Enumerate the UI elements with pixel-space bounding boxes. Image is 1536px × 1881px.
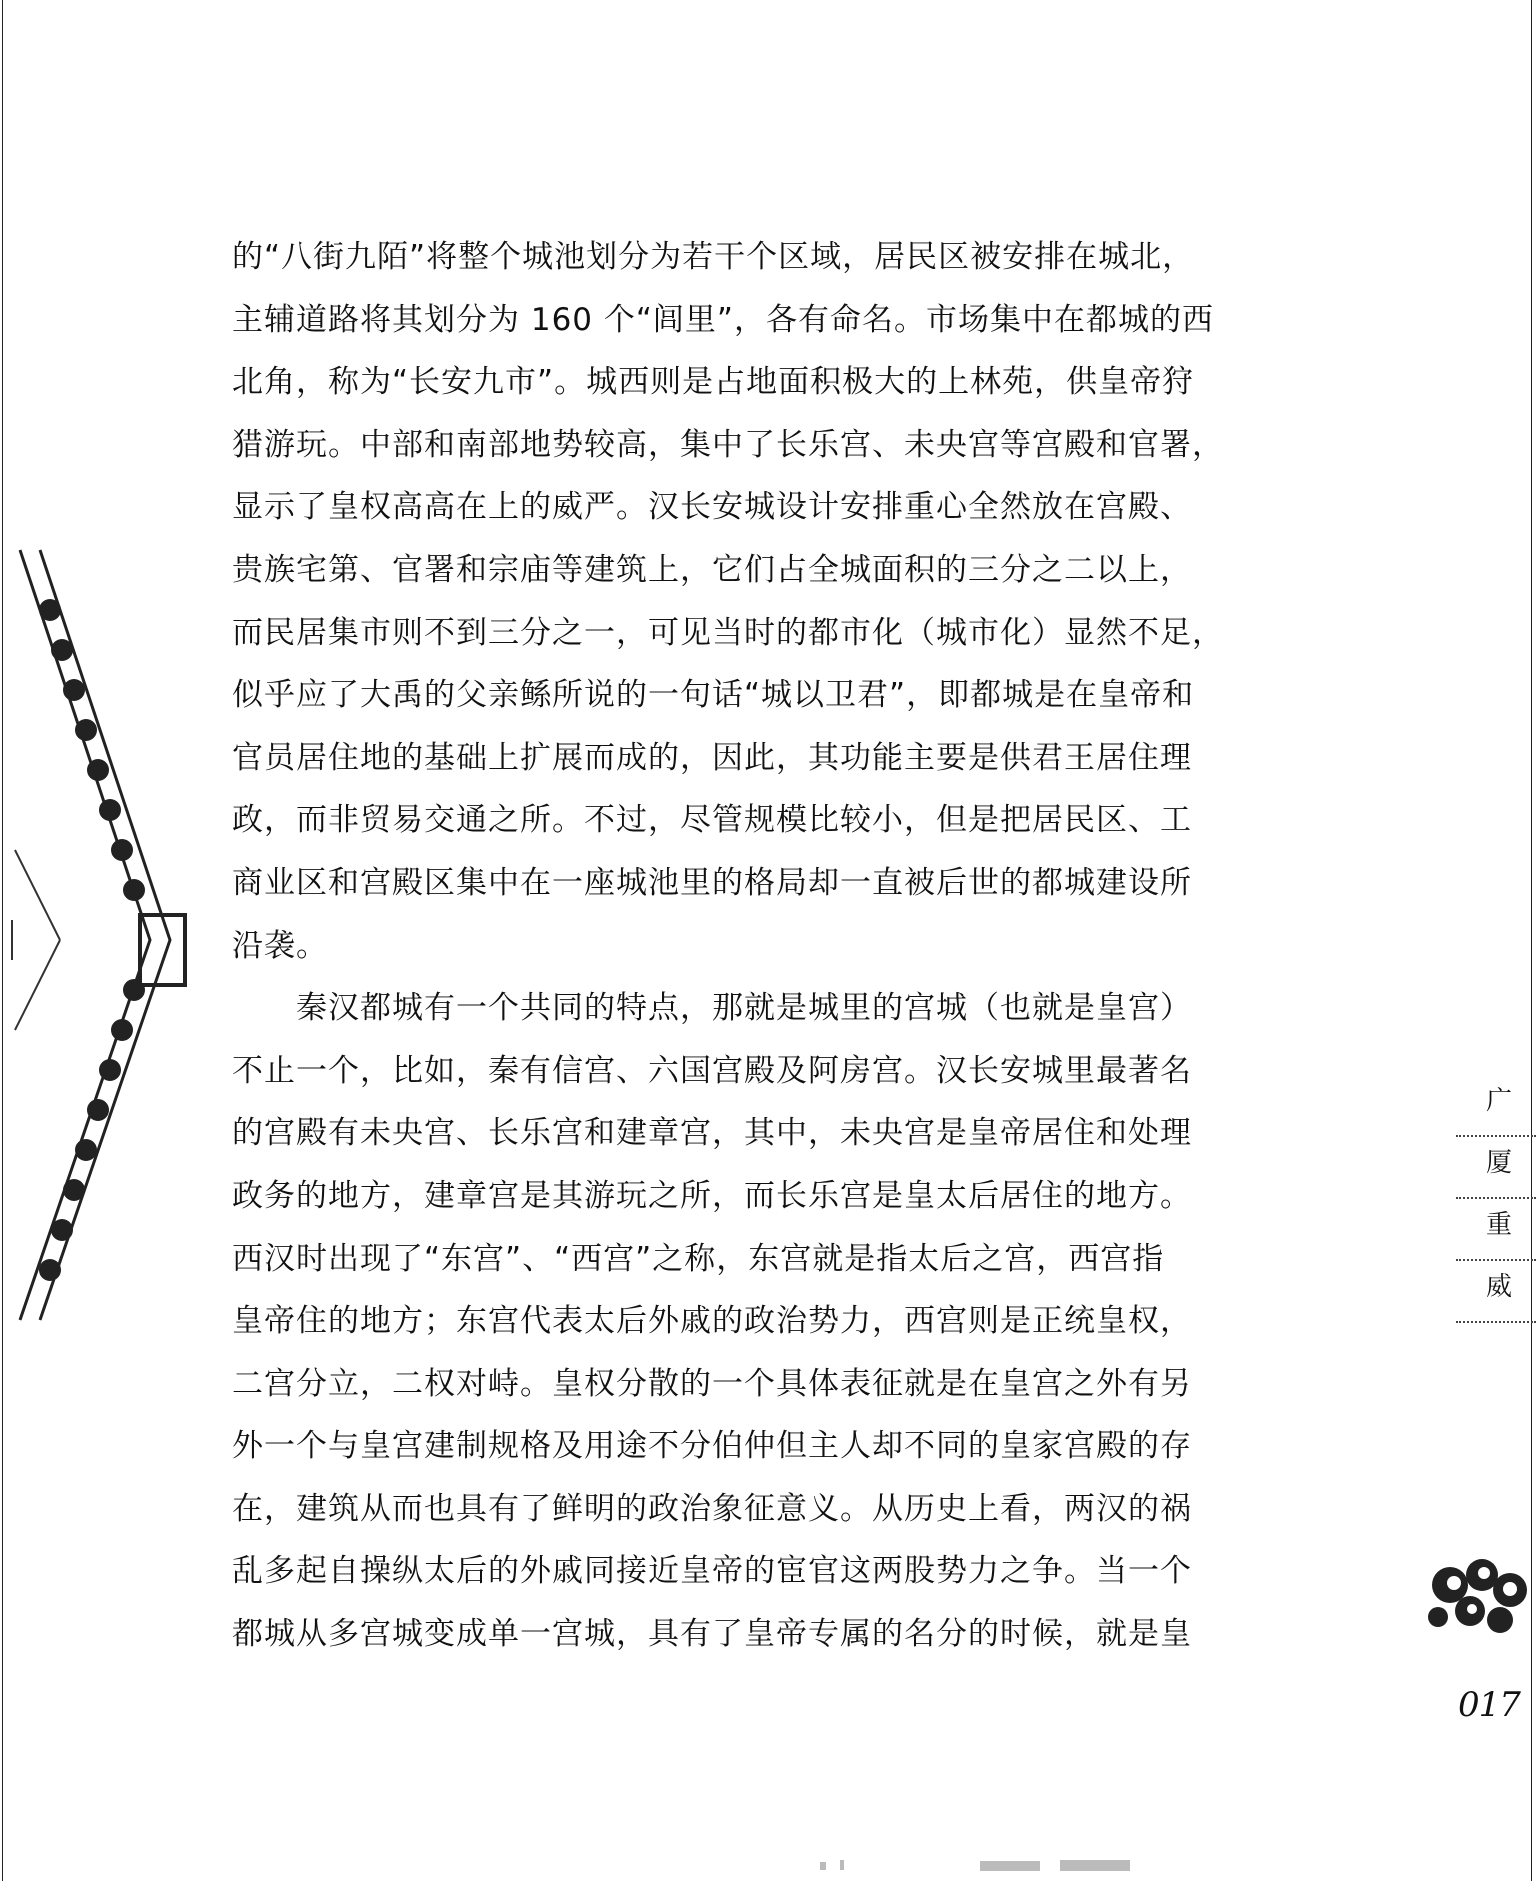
- roof-eave-ornament: [0, 520, 190, 1340]
- text-line: 都城从多宫城变成单一宫城，具有了皇帝专属的名分的时候，就是皇: [232, 1616, 1192, 1653]
- scan-artifact: [820, 1858, 1150, 1874]
- text-line: 官员居住地的基础上扩展而成的，因此，其功能主要是供君王居住理: [232, 739, 1192, 776]
- side-title-char: 威: [1456, 1261, 1536, 1323]
- side-title-char: 重: [1456, 1199, 1536, 1261]
- text-line: 北角，称为“长安九市”。城西则是占地面积极大的上林苑，供皇帝狩: [232, 364, 1195, 401]
- text-line: 贵族宅第、官署和宗庙等建筑上，它们占全城面积的三分之二以上，: [232, 551, 1192, 588]
- text-line: 的宫殿有未央宫、长乐宫和建章宫，其中，未央宫是皇帝居住和处理: [232, 1115, 1192, 1152]
- text-line: 乱多起自操纵太后的外戚同接近皇帝的宦官这两股势力之争。当一个: [232, 1553, 1192, 1590]
- carved-ornament-icon: [1420, 1545, 1536, 1655]
- paragraph-1: [232, 226, 1382, 977]
- page-number: 017: [1458, 1685, 1520, 1725]
- side-title-char: 厦: [1456, 1137, 1536, 1199]
- text-line: 不止一个，比如，秦有信宫、六国宫殿及阿房宫。汉长安城里最著名: [232, 1052, 1192, 1089]
- text-line: 的“八街九陌”将整个城池划分为若干个区域，居民区被安排在城北，: [232, 239, 1195, 275]
- text-line: 皇帝住的地方；东宫代表太后外戚的政治势力，西宫则是正统皇权，: [232, 1303, 1192, 1340]
- text-line: 主辅道路将其划分为 160 个“闾里”，各有命名。市场集中在都城的西: [232, 301, 1214, 338]
- side-title-char: 广: [1456, 1075, 1536, 1137]
- text-line: 商业区和宫殿区集中在一座城池里的格局却一直被后世的都城建设所: [232, 864, 1192, 901]
- text-line: 在，建筑从而也具有了鲜明的政治象征意义。从历史上看，两汉的祸: [232, 1490, 1192, 1527]
- text-line: 沿袭。: [232, 927, 328, 964]
- text-line: 政，而非贸易交通之所。不过，尽管规模比较小，但是把居民区、工: [232, 802, 1192, 839]
- text-line: 猎游玩。中部和南部地势较高，集中了长乐宫、未央宫等宫殿和官署，: [232, 426, 1224, 463]
- text-line: 政务的地方，建章宫是其游玩之所，而长乐宫是皇太后居住的地方。: [232, 1177, 1192, 1214]
- side-chapter-title: [1456, 1075, 1536, 1323]
- text-line: 西汉时出现了“东宫”、“西宫”之称，东宫就是指太后之宫，西宫指: [232, 1240, 1165, 1277]
- paragraph-2: [232, 977, 1382, 1666]
- body-text: [232, 226, 1382, 1666]
- text-line: 似乎应了大禹的父亲鲧所说的一句话“城以卫君”，即都城是在皇帝和: [232, 677, 1195, 714]
- text-line: 而民居集市则不到三分之一，可见当时的都市化（城市化）显然不足，: [232, 614, 1224, 651]
- text-line: 显示了皇权高高在上的威严。汉长安城设计安排重心全然放在宫殿、: [232, 489, 1192, 526]
- text-line: 二宫分立，二权对峙。皇权分散的一个具体表征就是在皇宫之外有另: [232, 1365, 1192, 1402]
- text-line: 外一个与皇宫建制规格及用途不分伯仲但主人却不同的皇家宫殿的存: [232, 1428, 1192, 1465]
- text-line: 秦汉都城有一个共同的特点，那就是城里的宫城（也就是皇宫）: [232, 990, 1192, 1027]
